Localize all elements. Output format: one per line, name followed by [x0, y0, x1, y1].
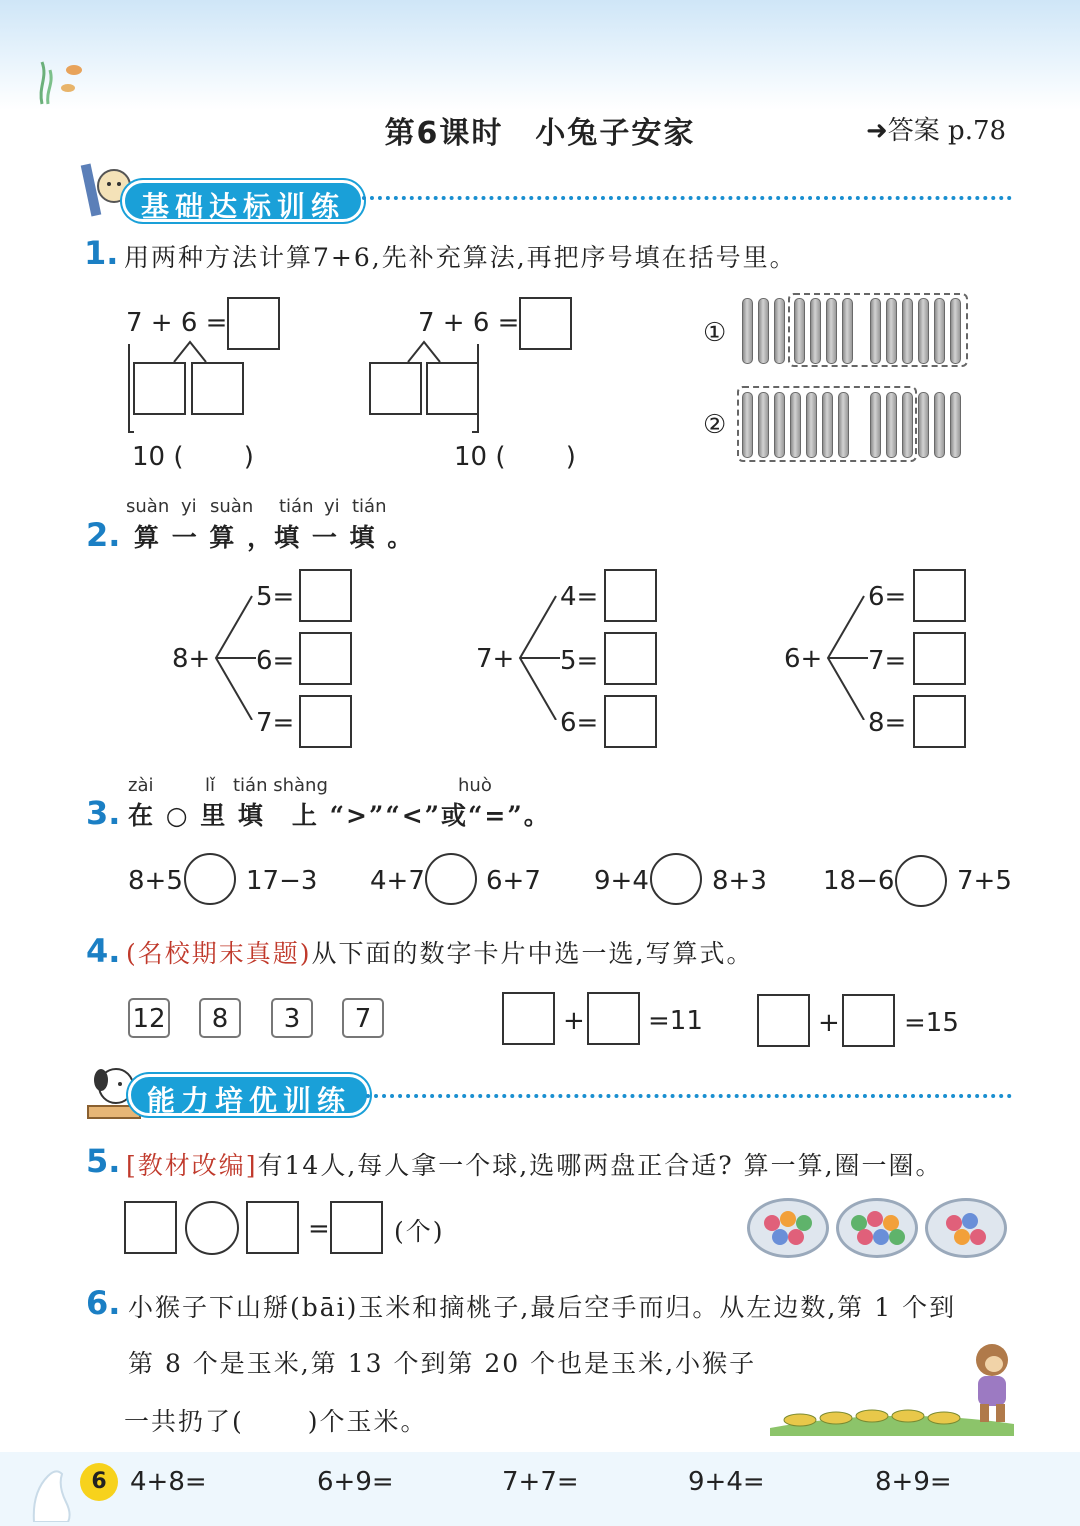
question-text-line: 第 8 个是玉米,第 13 个到第 20 个也是玉米,小猴子	[128, 1349, 757, 1378]
answer-box[interactable]	[124, 1201, 177, 1254]
drill-item: 6+9=	[317, 1467, 394, 1497]
compare-circle[interactable]	[650, 853, 702, 905]
section-divider	[366, 1094, 1012, 1098]
question-text: 用两种方法计算7+6,先补充算法,再把序号填在括号里。	[124, 243, 797, 272]
answer-box[interactable]	[299, 569, 352, 622]
pinyin: suàn	[126, 496, 170, 517]
fan-addend: 6=	[256, 646, 295, 676]
ball-plate[interactable]	[836, 1198, 918, 1258]
question-number: 5.	[86, 1142, 121, 1180]
drill-item: 8+9=	[875, 1467, 952, 1497]
answer-box[interactable]	[757, 994, 810, 1047]
answer-box[interactable]	[842, 994, 895, 1047]
ball-plate[interactable]	[747, 1198, 829, 1258]
split-box[interactable]	[133, 362, 186, 415]
section-banner-basic: 基础达标训练	[122, 180, 364, 222]
drill-item: 7+7=	[502, 1467, 579, 1497]
expression-method-2: 7 + 6 =	[418, 308, 520, 338]
compare-left: 8+5	[128, 866, 183, 896]
answer-box[interactable]	[519, 297, 572, 350]
fan-addend: 5=	[560, 646, 599, 676]
fan-addend: 8=	[868, 708, 907, 738]
fan-lines	[824, 590, 874, 724]
equals-sign: =	[308, 1214, 330, 1244]
answer-box[interactable]	[246, 1201, 299, 1254]
fan-addend: 7=	[868, 646, 907, 676]
compare-right: 6+7	[486, 866, 541, 896]
ball-plate[interactable]	[925, 1198, 1007, 1258]
fan-base: 8+	[172, 644, 211, 674]
compare-right: 7+5	[957, 866, 1012, 896]
fan-addend: 5=	[256, 582, 295, 612]
pinyin: yi	[324, 496, 340, 517]
fan-lines	[516, 590, 566, 724]
header-background	[0, 0, 1080, 110]
compare-left: 18−6	[823, 866, 895, 896]
answer-box[interactable]	[604, 569, 657, 622]
question-body: 从下面的数字卡片中选一选,写算式。	[311, 939, 754, 968]
pinyin: zài	[128, 775, 154, 796]
pinyin: tián shàng	[233, 775, 328, 796]
seaweed-fish-decoration	[34, 56, 94, 110]
answer-box[interactable]	[913, 569, 966, 622]
question-text-line: 小猴子下山掰(bāi)玉米和摘桃子,最后空手而归。从左边数,第 1 个到	[128, 1293, 957, 1322]
plus-sign: +	[563, 1006, 585, 1036]
question-text	[126, 934, 753, 970]
ten-blank-method-2: 10 ( )	[454, 442, 576, 472]
question-number: 2.	[86, 516, 121, 554]
question-body: 有14人,每人拿一个球,选哪两盘正合适? 算一算,圈一圈。	[257, 1151, 943, 1180]
pinyin: tián	[352, 496, 387, 517]
section-divider	[362, 196, 1012, 200]
fan-lines	[212, 590, 262, 724]
answer-box[interactable]	[330, 1201, 383, 1254]
answer-box[interactable]	[913, 632, 966, 685]
question-text: 算 一 算 ，填 一 填 。	[134, 523, 415, 552]
equation-result: =11	[648, 1006, 703, 1036]
fan-addend: 4=	[560, 582, 599, 612]
answer-box[interactable]	[502, 992, 555, 1045]
unit-label: (个)	[394, 1217, 445, 1246]
compare-circle[interactable]	[184, 853, 236, 905]
number-card[interactable]: 12	[128, 998, 170, 1038]
answer-box[interactable]	[587, 992, 640, 1045]
equation-result: =15	[904, 1008, 959, 1038]
fan-base: 7+	[476, 644, 515, 674]
question-number: 6.	[86, 1284, 121, 1322]
question-text-line: 一共扔了( )个玉米。	[124, 1407, 428, 1436]
question-number: 4.	[86, 932, 121, 970]
number-card[interactable]: 3	[271, 998, 313, 1038]
compare-right: 8+3	[712, 866, 767, 896]
question-text: 在 ○ 里 填 上 “>”“<”或“=”。	[128, 801, 551, 830]
expression-method-1: 7 + 6 =	[126, 308, 228, 338]
operator-circle[interactable]	[185, 1201, 239, 1255]
answer-box[interactable]	[299, 632, 352, 685]
question-number: 1.	[84, 234, 119, 272]
fan-base: 6+	[784, 644, 823, 674]
goose-icon	[28, 1462, 76, 1526]
monkey-corn-illustration	[770, 1336, 1020, 1444]
pinyin: huò	[458, 775, 492, 796]
question-text	[126, 1146, 943, 1182]
answer-box[interactable]	[299, 695, 352, 748]
question-number: 3.	[86, 794, 121, 832]
pinyin: suàn	[210, 496, 254, 517]
section-banner-advanced: 能力培优训练	[128, 1074, 370, 1116]
fan-addend: 7=	[256, 708, 295, 738]
stick-label-2: ②	[703, 410, 727, 440]
number-card[interactable]: 8	[199, 998, 241, 1038]
drill-item: 9+4=	[688, 1467, 765, 1497]
number-card[interactable]: 7	[342, 998, 384, 1038]
compare-circle[interactable]	[425, 853, 477, 905]
pinyin: tián	[279, 496, 314, 517]
compare-right: 17−3	[246, 866, 318, 896]
answer-box[interactable]	[604, 695, 657, 748]
answer-reference: ➜答案 p.78	[866, 116, 1007, 146]
pinyin: yi	[181, 496, 197, 517]
page-title: 第6课时 小兔子安家	[384, 116, 696, 151]
drill-item: 4+8=	[130, 1467, 207, 1497]
split-box[interactable]	[191, 362, 244, 415]
fan-addend: 6=	[868, 582, 907, 612]
stick-label-1: ①	[703, 318, 727, 348]
fan-addend: 6=	[560, 708, 599, 738]
question-tag: (名校期末真题)	[126, 939, 312, 968]
split-box[interactable]	[426, 362, 479, 415]
counting-sticks-row-2	[740, 392, 970, 462]
compare-left: 9+4	[594, 866, 649, 896]
compare-circle[interactable]	[895, 855, 947, 907]
answer-box[interactable]	[604, 632, 657, 685]
page-number: 6	[80, 1463, 118, 1501]
counting-sticks-row-1	[740, 298, 970, 368]
pinyin: lǐ	[205, 775, 216, 796]
plus-sign: +	[818, 1008, 840, 1038]
ten-blank-method-1: 10 ( )	[132, 442, 254, 472]
answer-box[interactable]	[913, 695, 966, 748]
question-tag: [教材改编]	[126, 1151, 258, 1180]
compare-left: 4+7	[370, 866, 425, 896]
split-box[interactable]	[369, 362, 422, 415]
